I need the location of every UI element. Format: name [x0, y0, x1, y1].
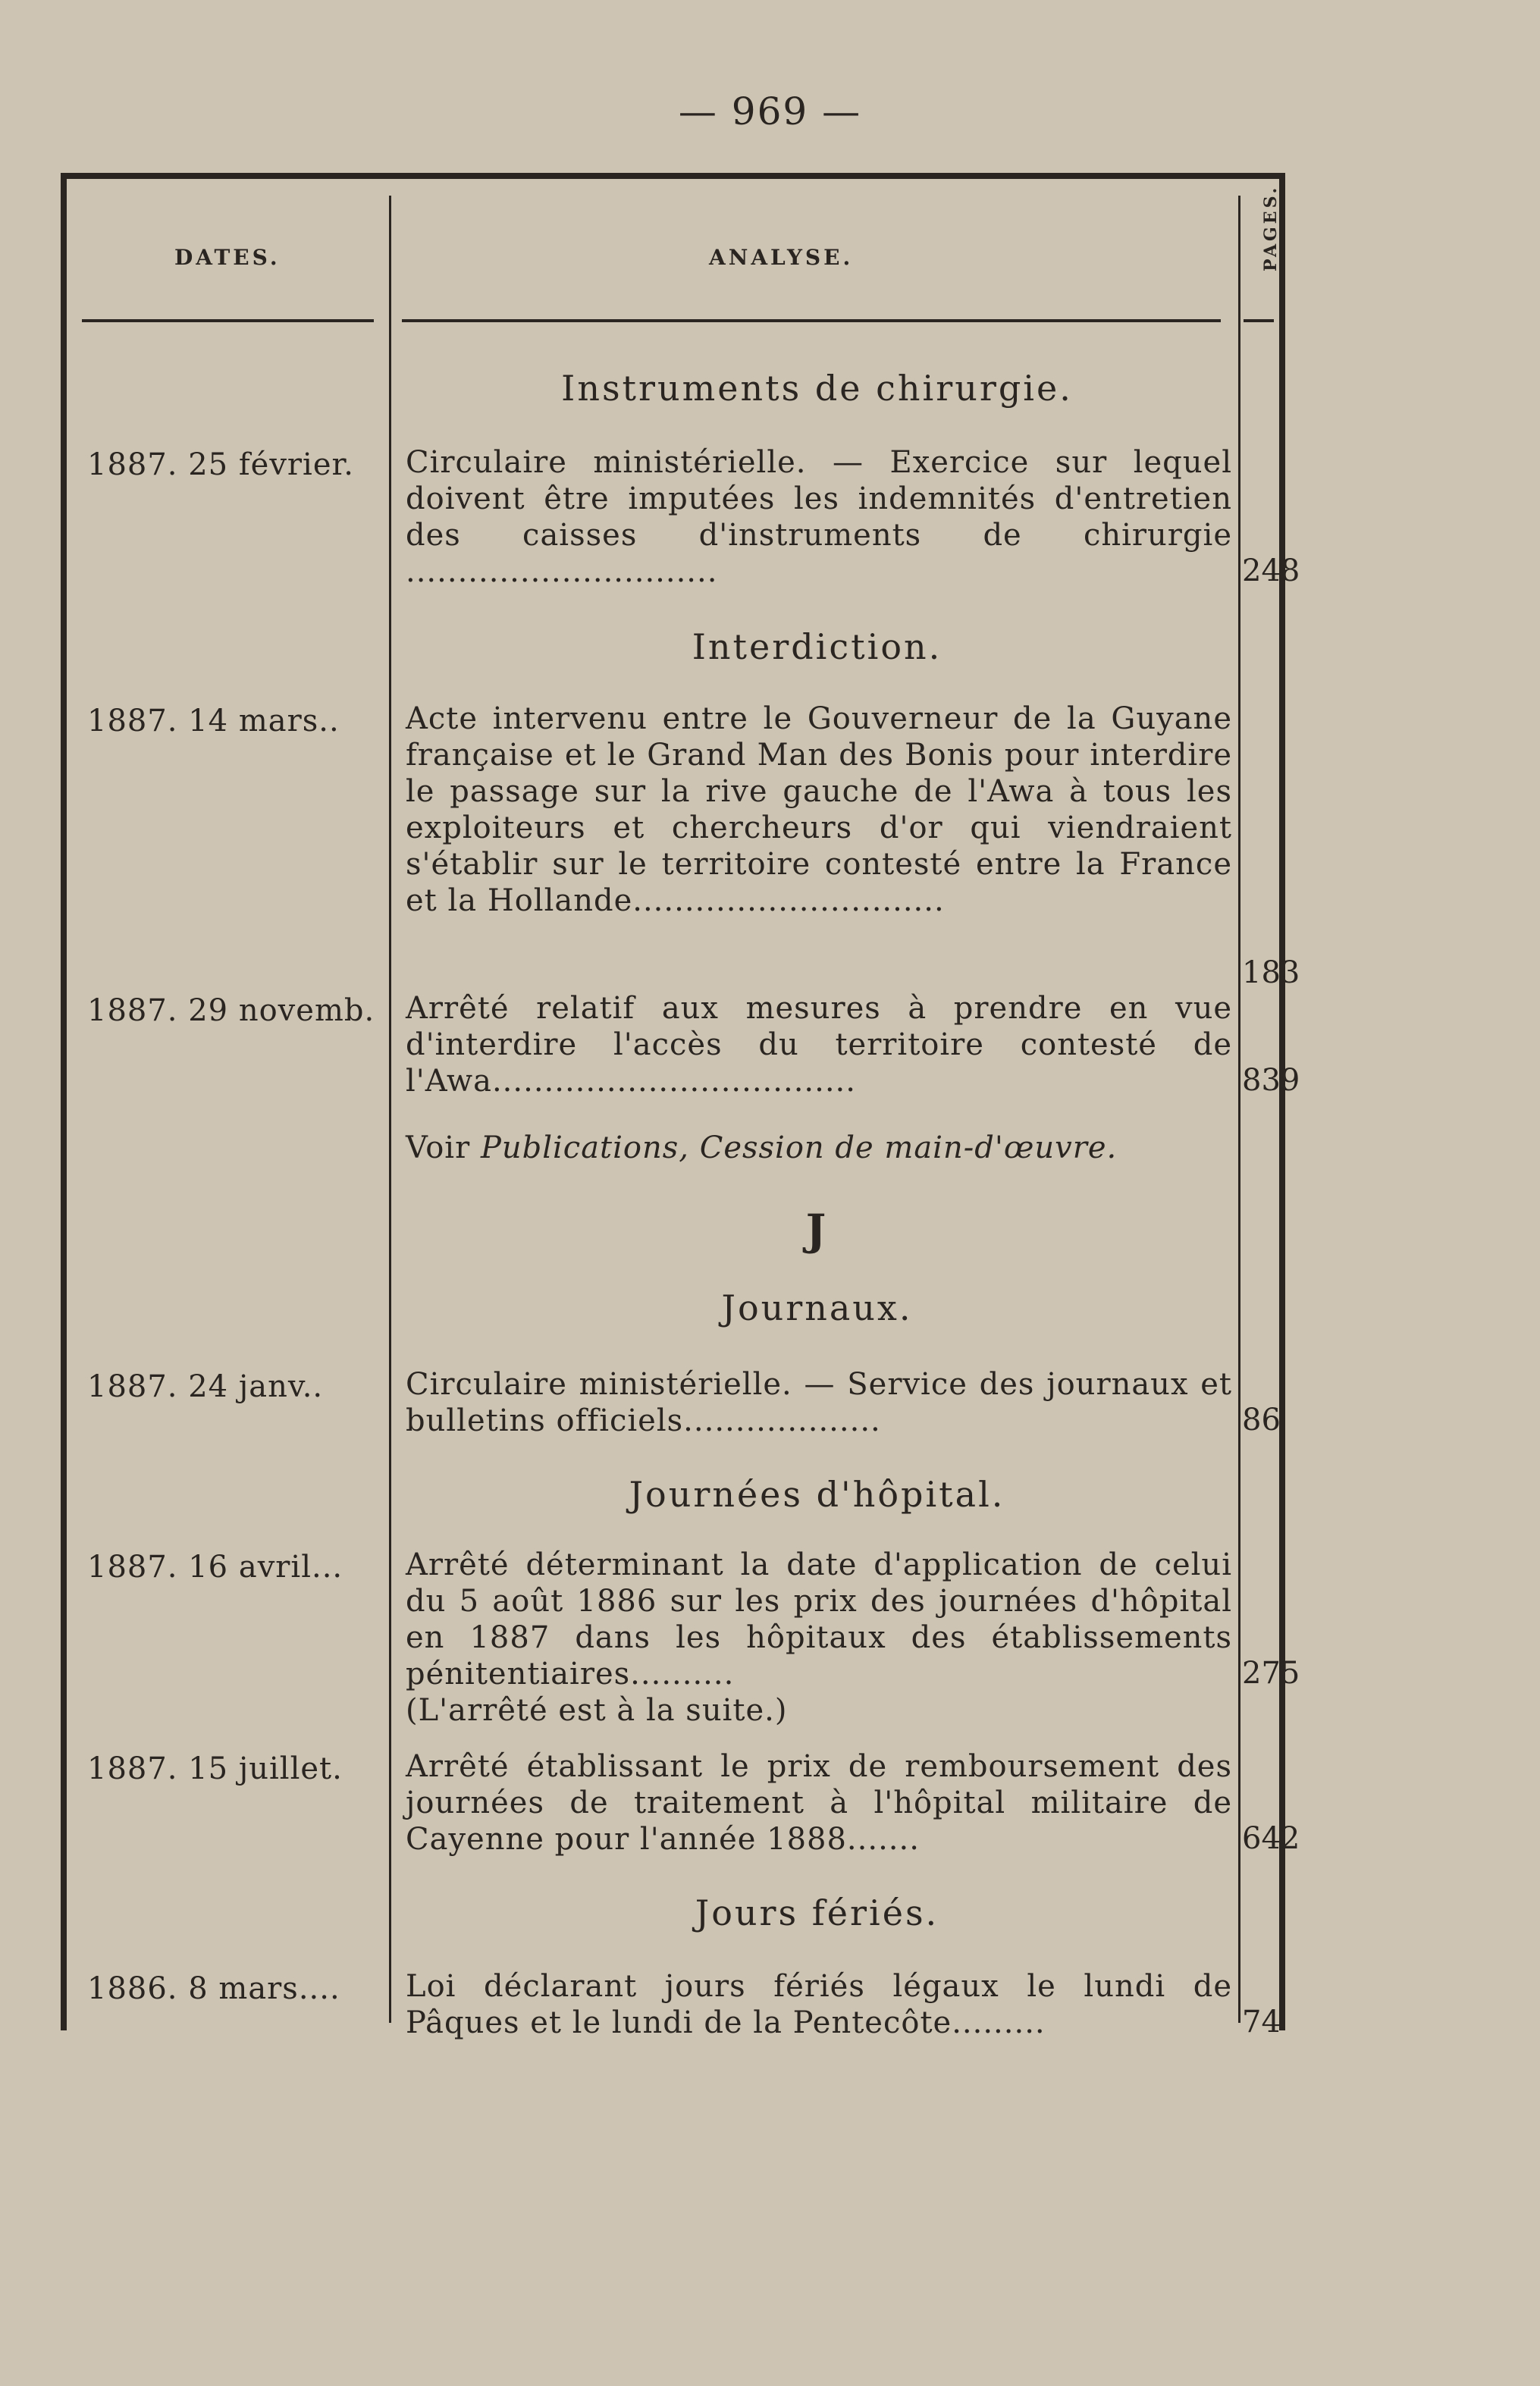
entry-date: 1886. 8 mars.... [87, 1971, 340, 2006]
entry-note: (L'arrêté est à la suite.) [406, 1693, 788, 1728]
see-also [406, 1130, 1232, 1166]
entry-page: 839 [1242, 1063, 1300, 1098]
entry-page: 248 [1242, 553, 1300, 588]
entry-date: 1887. 24 janv.. [87, 1369, 324, 1404]
entry-text: Acte intervenu entre le Gouverneur de la Guyane française et le Grand Man des Bonis pour interdire le passage sur la rive gauche de l'Awa à tous les exploiteurs et chercheurs d'or qui viendraient s'établir sur le territoire contesté entre la France et la Hollande.............................. [406, 701, 1232, 918]
header-analyse: ANALYSE. [709, 245, 854, 270]
entry-date: 1887. 25 février. [87, 447, 354, 482]
section-letter: J [805, 1206, 829, 1256]
entry-page: 183 [1242, 955, 1300, 990]
page-number: — 969 — [678, 89, 862, 133]
see-also-refs: Publications, Cession de main-d'œuvre. [480, 1130, 1118, 1165]
entry-text: Circulaire ministérielle. — Exercice sur lequel doivent être imputées les indemnités d'entretien des caisses d'instruments de chirurgie .............................. [406, 445, 1232, 589]
entry-text: Arrêté relatif aux mesures à prendre en vue d'interdire l'accès du territoire contesté de l'Awa................................... [406, 991, 1232, 1099]
entry-date: 1887. 14 mars.. [87, 704, 340, 738]
entry-date: 1887. 15 juillet. [87, 1751, 343, 1786]
entry-text: Loi déclarant jours fériés légaux le lundi de Pâques et le lundi de la Pentecôte......... [406, 1969, 1232, 2040]
see-also-prefix: Voir [406, 1130, 471, 1165]
section-heading: Journaux. [721, 1287, 913, 1328]
entry-date: 1887. 29 novemb. [87, 993, 375, 1028]
index-table [61, 173, 1300, 2040]
section-heading: Interdiction. [692, 626, 943, 667]
entry-page: 86 [1242, 1403, 1281, 1438]
section-heading: Jours fériés. [695, 1892, 939, 1933]
entry-page: 74 [1242, 2005, 1281, 2040]
section-heading: Instruments de chirurgie. [561, 368, 1073, 409]
entry-date: 1887. 16 avril... [87, 1550, 343, 1585]
entry-page: 275 [1242, 1656, 1300, 1691]
entry-text: Arrêté établissant le prix de remboursement des journées de traitement à l'hôpital militaire de Cayenne pour l'année 1888....... [406, 1749, 1232, 1857]
entry-text: Arrêté déterminant la date d'application de celui du 5 août 1886 sur les prix des journées d'hôpital en 1887 dans les hôpitaux des établissements pénitentiaires.......... [406, 1547, 1232, 1692]
header-pages: PAGES. [1261, 184, 1281, 271]
header-dates: DATES. [174, 245, 281, 270]
section-heading: Journées d'hôpital. [629, 1474, 1005, 1515]
entry-page: 642 [1242, 1821, 1300, 1856]
entry-text: Circulaire ministérielle. — Service des journaux et bulletins officiels................... [406, 1367, 1232, 1438]
